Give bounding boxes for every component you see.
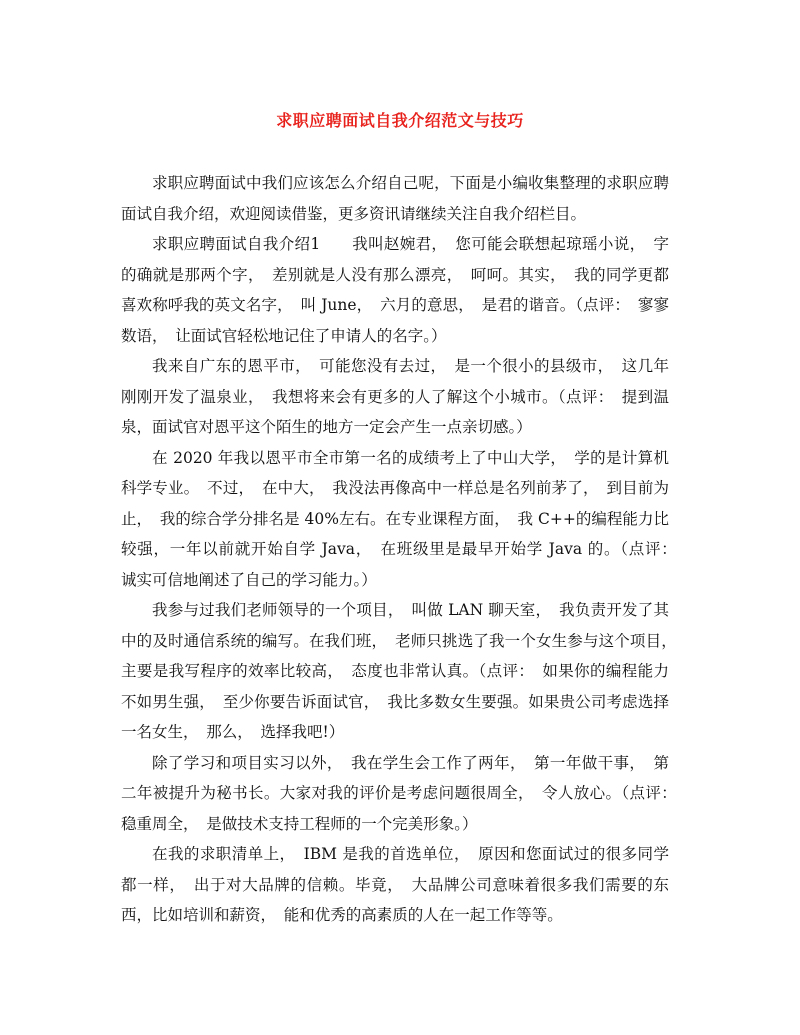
paragraph-project: 我参与过我们老师领导的一个项目， 叫做 LAN 聊天室， 我负责开发了其中的及时通信系统的编写。在我们班， 老师只挑选了我一个女生参与这个项目， 主要是我写程序的效率比较高， 态度也非常认真。（点评： 如果你的编程能力不如男生强， 至少你要告诉面试官， 我比多数女生要强。如果贵公司考虑选择一名女生， 那么， 选择我吧!） — [121, 601, 685, 741]
paragraph-hometown: 我来自广东的恩平市， 可能您没有去过， 是一个很小的县级市， 这几年刚刚开发了温泉业， 我想将来会有更多的人了解这个小城市。（点评： 提到温泉，面试官对恩平这个陌生的地方一定会产生一点亲切感。） — [121, 357, 669, 436]
document-title: 求职应聘面试自我介绍范文与技巧 — [276, 111, 524, 130]
paragraph-student-union: 除了学习和项目实习以外， 我在学生会工作了两年， 第一年做干事， 第二年被提升为秘书长。大家对我的评价是考虑问题很周全， 令人放心。（点评： 稳重周全， 是做技术支持工程师的一个完美形象。） — [121, 753, 685, 833]
paragraph-self-intro-name: 求职应聘面试自我介绍1 我叫赵婉君， 您可能会联想起琼瑶小说， 字的确就是那两个字， 差别就是人没有那么漂亮， 呵呵。其实， 我的同学更都喜欢称呼我的英文名字， 叫 June， 六月的意思， 是君的谐音。（点评： 寥寥数语， 让面试官轻松地记住了申请人的名字。） — [121, 235, 669, 345]
document-body — [121, 168, 685, 931]
paragraph-education: 在 2020 年我以恩平市全市第一名的成绩考上了中山大学， 学的是计算机科学专业。 不过， 在中大， 我没法再像高中一样总是名列前茅了， 到目前为止， 我的综合学分排名是 40%左右。在专业课程方面， 我 C++的编程能力比较强，一年以前就开始自学 Java， 在班级里是最早开始学 Java 的。（点评： 诚实可信地阐述了自己的学习能力。） — [121, 448, 685, 589]
paragraph-job-choice: 在我的求职清单上， IBM 是我的首选单位， 原因和您面试过的很多同学都一样， 出于对大品牌的信赖。毕竟， 大品牌公司意味着很多我们需要的东西，比如培训和薪资， 能和优秀的高素质的人在一起工作等等。 — [121, 845, 669, 924]
paragraph-intro: 求职应聘面试中我们应该怎么介绍自己呢，下面是小编收集整理的求职应聘面试自我介绍，欢迎阅读借鉴，更多资讯请继续关注自我介绍栏目。 — [121, 174, 669, 223]
